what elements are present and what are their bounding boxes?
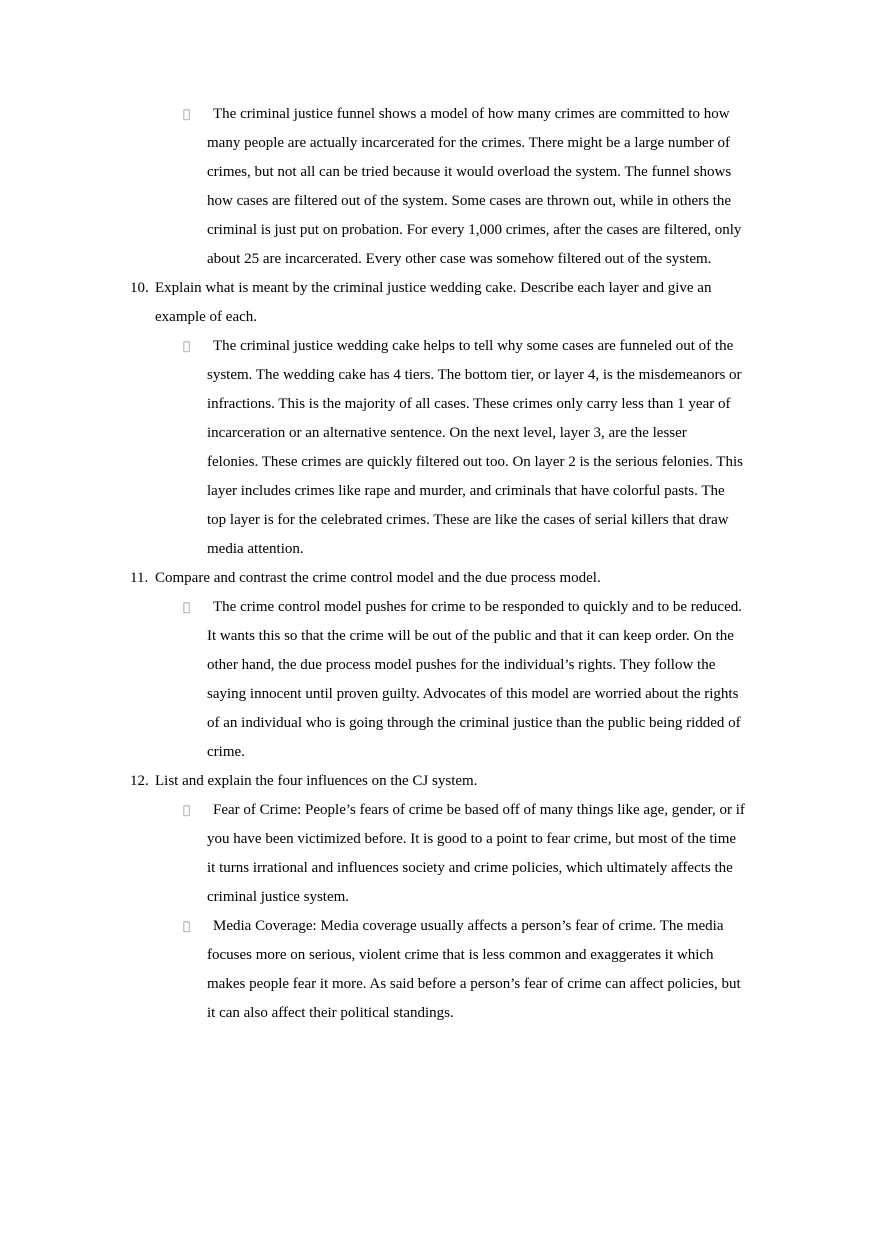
numbered-question xyxy=(0,274,880,332)
continuation-line xyxy=(0,448,880,477)
continuation-line xyxy=(0,506,880,535)
continuation-line xyxy=(0,477,880,506)
numbered-question xyxy=(0,564,880,593)
bullet-first-line xyxy=(0,912,880,941)
line-text: it turns irrational and influences society and crime policies, which ultimately affects the xyxy=(207,860,733,876)
continuation-line xyxy=(0,419,880,448)
line-text: how cases are filtered out of the system. Some cases are thrown out, while in others the xyxy=(207,193,732,209)
line-text: The crime control model pushes for crime to be responded to quickly and to be reduced. xyxy=(213,599,742,615)
line-text: Compare and contrast the crime control model and the due process model. xyxy=(155,570,601,586)
line-text: felonies. These crimes are quickly filtered out too. On layer 2 is the serious felonies. This xyxy=(207,454,743,470)
continuation-line xyxy=(0,361,880,390)
line-text: it can also affect their political standings. xyxy=(207,1005,454,1021)
line-text: The criminal justice funnel shows a model of how many crimes are committed to how xyxy=(213,106,730,122)
bullet-first-line xyxy=(0,796,880,825)
continuation-line xyxy=(0,158,880,187)
line-text: saying innocent until proven guilty. Advocates of this model are worried about the rights xyxy=(207,686,739,702)
line-text: about 25 are incarcerated. Every other case was somehow filtered out of the system. xyxy=(207,251,712,267)
line-text: incarceration or an alternative sentence. On the next level, layer 3, are the lesser xyxy=(207,425,687,441)
continuation-line xyxy=(0,680,880,709)
continuation-line xyxy=(0,216,880,245)
line-text: criminal justice system. xyxy=(207,889,350,905)
continuation-line xyxy=(0,245,880,274)
line-text: example of each. xyxy=(155,309,258,325)
continuation-line xyxy=(0,825,880,854)
line-text: It wants this so that the crime will be out of the public and that it can keep order. On the xyxy=(207,628,734,644)
line-text: Explain what is meant by the criminal justice wedding cake. Describe each layer and give an xyxy=(155,280,712,296)
document-page xyxy=(0,100,880,1028)
bullet-answer xyxy=(0,332,880,564)
document-body xyxy=(0,100,880,1028)
line-text: List and explain the four influences on the CJ system. xyxy=(155,773,478,789)
line-text: focuses more on serious, violent crime that is less common and exaggerates it which xyxy=(207,947,714,963)
question-first-line xyxy=(0,274,880,303)
question-number: 12. xyxy=(130,773,149,789)
bullet-first-line xyxy=(0,593,880,622)
continuation-line xyxy=(0,738,880,767)
continuation-line xyxy=(0,970,880,999)
line-text: infractions. This is the majority of all cases. These crimes only carry less than 1 year of xyxy=(207,396,731,412)
bullet-answer xyxy=(0,100,880,274)
line-text: many people are actually incarcerated for the crimes. There might be a large number of xyxy=(207,135,730,151)
bullet-first-line xyxy=(0,100,880,129)
bullet-arrow-icon xyxy=(183,912,213,941)
continuation-line xyxy=(0,883,880,912)
bullet-answer xyxy=(0,593,880,767)
line-text: makes people fear it more. As said before a person’s fear of crime can affect policies, but xyxy=(207,976,741,992)
line-text: you have been victimized before. It is good to a point to fear crime, but most of the time xyxy=(207,831,737,847)
question-number: 10. xyxy=(130,280,149,296)
line-text: other hand, the due process model pushes for the individual’s rights. They follow the xyxy=(207,657,716,673)
continuation-line xyxy=(0,129,880,158)
line-text: The criminal justice wedding cake helps to tell why some cases are funneled out of the xyxy=(213,338,734,354)
line-text: crime. xyxy=(207,744,245,760)
line-text: criminal is just put on probation. For every 1,000 crimes, after the cases are filtered, only xyxy=(207,222,742,238)
bullet-answer xyxy=(0,912,880,1028)
bullet-arrow-icon xyxy=(183,593,213,622)
line-text: media attention. xyxy=(207,541,304,557)
line-text: top layer is for the celebrated crimes. These are like the cases of serial killers that draw xyxy=(207,512,729,528)
bullet-arrow-icon xyxy=(183,332,213,361)
continuation-line xyxy=(0,187,880,216)
line-text: Media Coverage: Media coverage usually affects a person’s fear of crime. The media xyxy=(213,918,724,934)
continuation-line xyxy=(0,941,880,970)
bullet-answer xyxy=(0,796,880,912)
continuation-line xyxy=(0,999,880,1028)
bullet-first-line xyxy=(0,332,880,361)
line-text: crimes, but not all can be tried because it would overload the system. The funnel shows xyxy=(207,164,732,180)
line-text: Fear of Crime: People’s fears of crime be based off of many things like age, gender, or if xyxy=(213,802,745,818)
continuation-line xyxy=(0,390,880,419)
question-first-line xyxy=(0,767,880,796)
continuation-line xyxy=(0,622,880,651)
continuation-line xyxy=(0,303,880,332)
continuation-line xyxy=(0,651,880,680)
numbered-question xyxy=(0,767,880,796)
bullet-arrow-icon xyxy=(183,796,213,825)
question-first-line xyxy=(0,564,880,593)
line-text: layer includes crimes like rape and murder, and criminals that have colorful pasts. The xyxy=(207,483,725,499)
continuation-line xyxy=(0,709,880,738)
line-text: system. The wedding cake has 4 tiers. The bottom tier, or layer 4, is the misdemeanors or xyxy=(207,367,742,383)
question-number: 11. xyxy=(130,570,149,586)
continuation-line xyxy=(0,535,880,564)
line-text: of an individual who is going through the criminal justice than the public being ridded of xyxy=(207,715,741,731)
continuation-line xyxy=(0,854,880,883)
bullet-arrow-icon xyxy=(183,100,213,129)
